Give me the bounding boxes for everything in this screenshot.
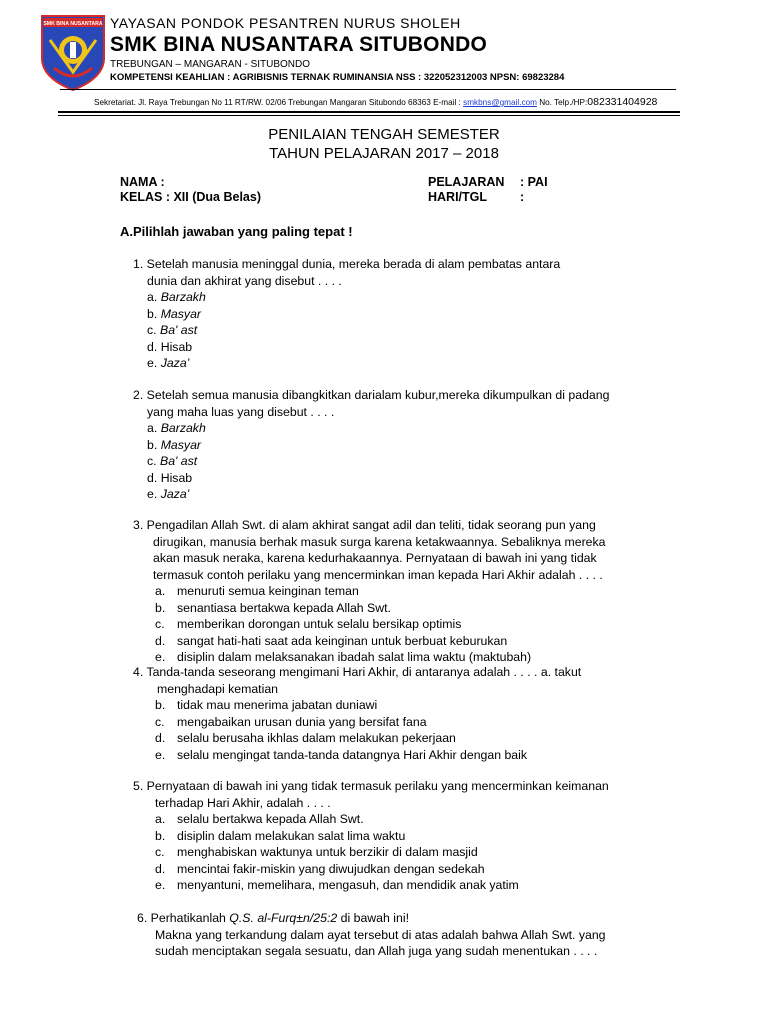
option-e[interactable] bbox=[155, 747, 653, 764]
telp-number: 082331404928 bbox=[587, 96, 658, 108]
subject-label: PELAJARAN bbox=[428, 175, 505, 189]
option-text: memberikan dorongan untuk selalu bersikap optimis bbox=[177, 617, 462, 631]
option-text: Masyar bbox=[160, 306, 202, 321]
option-letter: e. bbox=[155, 747, 166, 762]
question-text bbox=[137, 910, 671, 927]
logo-text: SMK BINA NUSANTARA bbox=[43, 21, 103, 27]
instruction: A.Pilihlah jawaban yang paling tepat ! bbox=[120, 224, 353, 239]
option-text: sangat hati-hati saat ada keinginan untuk berbuat keburukan bbox=[177, 633, 508, 648]
option-text: Barzakh bbox=[160, 290, 206, 304]
option-a[interactable] bbox=[155, 811, 671, 828]
option-text: mengabaikan urusan dunia yang bersifat fana bbox=[177, 714, 427, 729]
options-list bbox=[133, 420, 653, 503]
question-text-cont: terhadap Hari Akhir, adalah . . . . bbox=[155, 795, 331, 810]
option-e[interactable] bbox=[147, 355, 653, 372]
subject-value: : PAI bbox=[520, 175, 548, 189]
options-list bbox=[133, 289, 653, 372]
option-b[interactable] bbox=[147, 437, 653, 454]
option-b[interactable] bbox=[147, 306, 653, 323]
option-text: menghabiskan waktunya untuk berzikir di dalam masjid bbox=[177, 845, 478, 859]
question-text: 1. Setelah manusia meninggal dunia, mereka berada di alam pembatas antara bbox=[133, 257, 561, 271]
option-letter: d. bbox=[147, 339, 158, 354]
option-d[interactable] bbox=[155, 633, 653, 650]
option-b[interactable] bbox=[155, 600, 653, 617]
option-letter: e. bbox=[155, 878, 166, 892]
option-letter: b. bbox=[155, 600, 166, 615]
option-d[interactable] bbox=[147, 339, 653, 356]
option-letter: c. bbox=[155, 845, 165, 859]
option-letter: b. bbox=[155, 698, 166, 712]
question-text: 2. Setelah semua manusia dibangkitkan darialam kubur,mereka dikumpulkan di padang bbox=[133, 388, 610, 402]
letterhead-divider-bottom bbox=[58, 115, 680, 116]
option-c[interactable] bbox=[155, 714, 653, 731]
option-text: menyantuni, memelihara, mengasuh, dan mendidik anak yatim bbox=[177, 878, 519, 892]
option-letter: d. bbox=[155, 731, 166, 745]
question-text-cont: menghadapi kematian bbox=[157, 681, 278, 696]
option-letter: a. bbox=[155, 584, 166, 598]
option-b[interactable] bbox=[155, 697, 653, 714]
option-letter: d. bbox=[155, 633, 166, 648]
secretariat-text: Sekretariat. Jl. Raya Trebungan No 11 RT/RW. 02/06 Trebungan Mangaran Situbondo 68363 E-mail : bbox=[94, 98, 464, 107]
option-c[interactable] bbox=[147, 322, 653, 339]
option-letter: c. bbox=[147, 454, 157, 468]
option-letter: d. bbox=[155, 861, 166, 876]
option-c[interactable] bbox=[147, 453, 653, 470]
email-link[interactable]: smkbns@gmail.com bbox=[463, 98, 537, 107]
option-text: Ba' ast bbox=[160, 323, 198, 337]
option-letter: d. bbox=[147, 470, 158, 485]
question-text-cont: yang maha luas yang disebut . . . . bbox=[147, 404, 335, 419]
option-letter: e. bbox=[147, 487, 158, 501]
school-location: TREBUNGAN – MANGARAN - SITUBONDO bbox=[110, 59, 311, 70]
option-letter: c. bbox=[147, 323, 157, 337]
option-text: selalu mengingat tanda-tanda datangnya Hari Akhir dengan baik bbox=[177, 747, 528, 762]
option-a[interactable] bbox=[147, 289, 653, 306]
options-list bbox=[133, 697, 653, 763]
option-e[interactable] bbox=[155, 877, 671, 894]
school-logo bbox=[40, 14, 106, 92]
options-list bbox=[133, 583, 653, 666]
letterhead-divider-thin bbox=[60, 89, 676, 90]
option-e[interactable] bbox=[147, 486, 653, 503]
option-text: disiplin dalam melaksanakan ibadah salat lima waktu (maktubah) bbox=[177, 650, 532, 664]
question-text-pre: 6. Perhatikanlah bbox=[137, 911, 230, 925]
options-list bbox=[133, 811, 671, 894]
option-d[interactable] bbox=[155, 861, 671, 878]
question-text-cont: termasuk contoh perilaku yang mencerminkan iman kepada Hari Akhir adalah . . . . bbox=[153, 567, 603, 582]
question-text: 4. Tanda-tanda seseorang mengimani Hari Akhir, di antaranya adalah . . . . a. takut bbox=[133, 665, 582, 679]
option-text: Masyar bbox=[160, 437, 202, 452]
foundation-name: YAYASAN PONDOK PESANTREN NURUS SHOLEH bbox=[110, 15, 461, 31]
question-text-cont: dirugikan, manusia berhak masuk surga karena ketakwaannya. Sebaliknya mereka bbox=[153, 534, 606, 549]
option-text: selalu bertakwa kepada Allah Swt. bbox=[177, 812, 364, 826]
letterhead bbox=[110, 14, 750, 84]
question-text-cont: sudah menciptakan segala sesuatu, dan Allah juga yang sudah menentukan . . . . bbox=[155, 944, 598, 958]
option-text: Barzakh bbox=[160, 421, 206, 435]
question-6 bbox=[137, 910, 671, 960]
option-letter: b. bbox=[147, 306, 158, 321]
option-a[interactable] bbox=[155, 583, 653, 600]
option-letter: b. bbox=[155, 828, 166, 843]
option-text: mencintai fakir-miskin yang diwujudkan dengan sedekah bbox=[177, 861, 485, 876]
option-c[interactable] bbox=[155, 616, 653, 633]
option-letter: a. bbox=[147, 290, 158, 304]
quran-reference: Q.S. al-Furq±n/25:2 bbox=[229, 911, 338, 925]
question-2 bbox=[133, 387, 653, 503]
school-name: SMK BINA NUSANTARA SITUBONDO bbox=[110, 33, 487, 56]
option-letter: a. bbox=[155, 812, 166, 826]
option-c[interactable] bbox=[155, 844, 671, 861]
option-a[interactable] bbox=[147, 420, 653, 437]
question-text: 3. Pengadilan Allah Swt. di alam akhirat sangat adil dan teliti, tidak seorang pun yang bbox=[133, 518, 596, 532]
option-letter: a. bbox=[147, 421, 158, 435]
question-text: 5. Pernyataan di bawah ini yang tidak termasuk perilaku yang mencerminkan keimanan bbox=[133, 779, 609, 793]
question-4 bbox=[133, 664, 653, 763]
exam-title: PENILAIAN TENGAH SEMESTER bbox=[268, 126, 500, 143]
class-label: KELAS : XII (Dua Belas) bbox=[120, 190, 261, 204]
option-letter: c. bbox=[155, 617, 165, 631]
letterhead-divider-thick bbox=[58, 111, 680, 113]
student-name-label: NAMA : bbox=[120, 175, 165, 189]
option-text: Hisab bbox=[160, 339, 193, 354]
option-text: Jaza’ bbox=[160, 356, 190, 370]
option-letter: c. bbox=[155, 714, 165, 729]
day-date-value: : bbox=[520, 190, 525, 204]
option-b[interactable] bbox=[155, 828, 671, 845]
option-text: disiplin dalam melakukan salat lima waktu bbox=[177, 828, 406, 843]
secretariat-address bbox=[94, 96, 657, 108]
option-text: Ba' ast bbox=[160, 454, 198, 468]
option-letter: e. bbox=[155, 650, 166, 664]
academic-year: TAHUN PELAJARAN 2017 – 2018 bbox=[269, 145, 499, 162]
option-text: selalu berusaha ikhlas dalam melakukan pekerjaan bbox=[177, 731, 456, 745]
option-text: tidak mau menerima jabatan duniawi bbox=[177, 698, 378, 712]
school-competency: KOMPETENSI KEAHLIAN : AGRIBISNIS TERNAK RUMINANSIA NSS : 322052312003 NPSN: 69823284 bbox=[110, 72, 565, 83]
day-date-label: HARI/TGL bbox=[428, 190, 488, 204]
option-letter: e. bbox=[147, 356, 158, 370]
question-text-post: di bawah ini! bbox=[337, 911, 409, 925]
option-text: Jaza’ bbox=[160, 487, 190, 501]
telp-label: No. Telp./HP: bbox=[536, 98, 588, 107]
option-d[interactable] bbox=[147, 470, 653, 487]
question-1 bbox=[133, 256, 653, 372]
question-3 bbox=[133, 517, 653, 666]
option-text: menuruti semua keinginan teman bbox=[177, 584, 359, 598]
option-d[interactable] bbox=[155, 730, 653, 747]
question-text-cont: dunia dan akhirat yang disebut . . . . bbox=[147, 273, 342, 288]
option-text: Hisab bbox=[160, 470, 193, 485]
question-text-cont: akan masuk neraka, karena kedurhakaannya. Pernyataan di bawah ini yang tidak bbox=[153, 551, 597, 565]
option-text: senantiasa bertakwa kepada Allah Swt. bbox=[177, 600, 391, 615]
question-5 bbox=[133, 778, 671, 894]
question-text-cont: Makna yang terkandung dalam ayat tersebut di atas adalah bahwa Allah Swt. yang bbox=[155, 927, 606, 942]
option-letter: b. bbox=[147, 437, 158, 452]
